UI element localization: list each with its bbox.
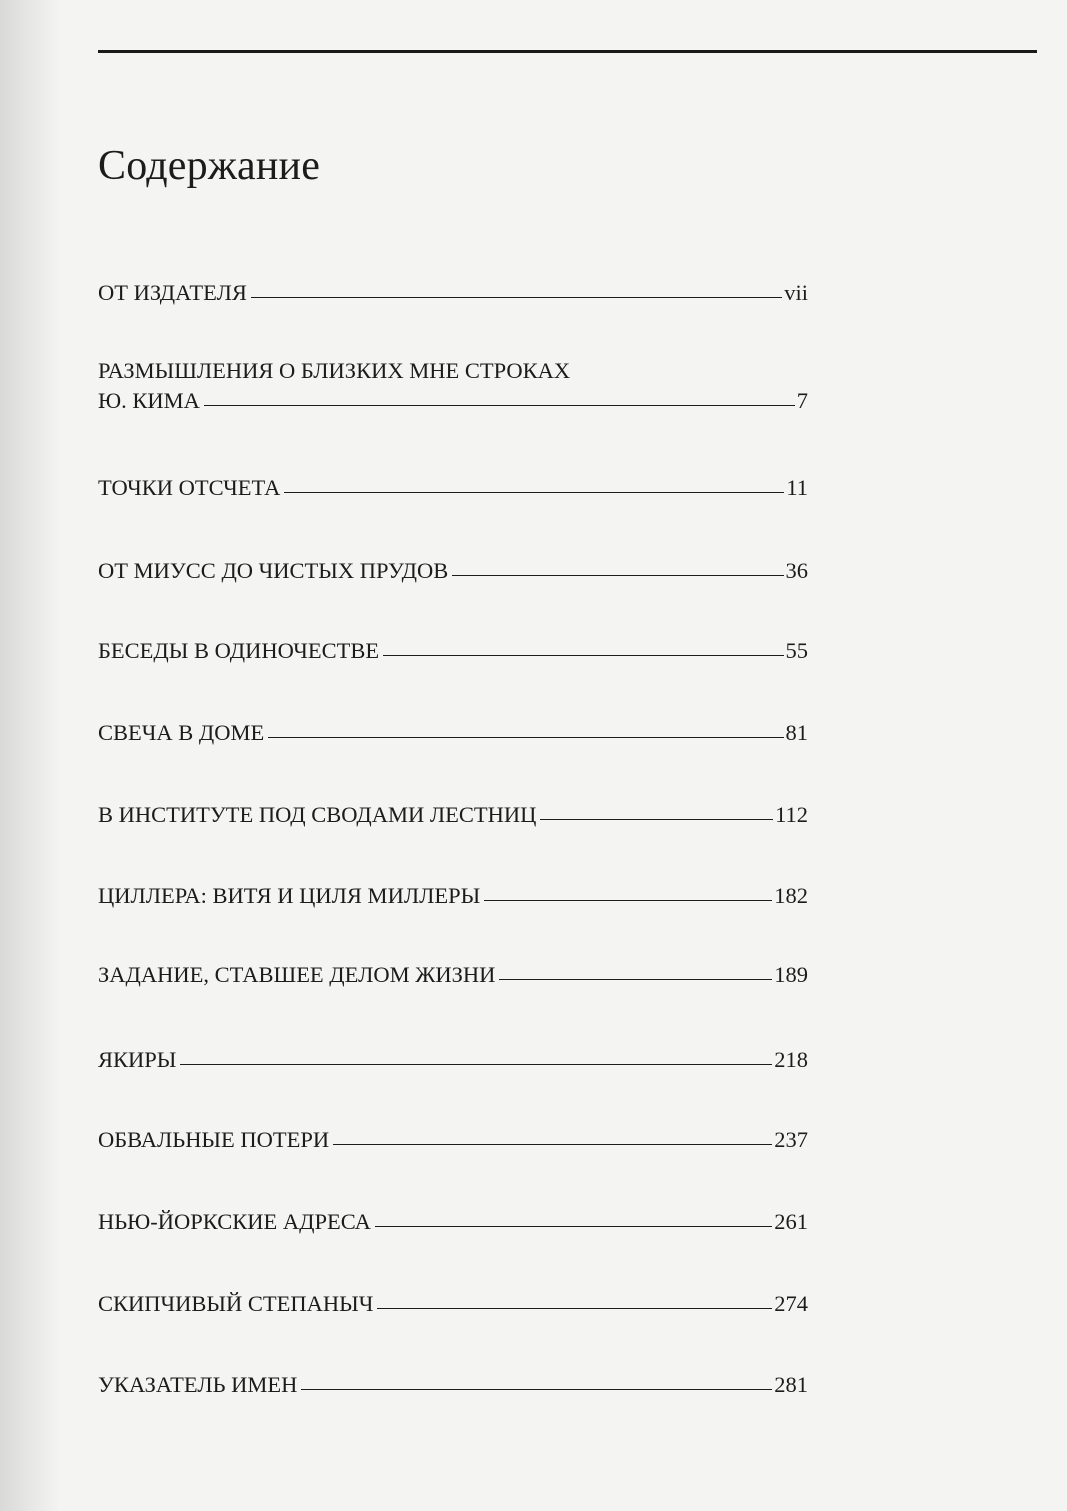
- toc-entry[interactable]: [98, 473, 808, 503]
- toc-entry-page: 218: [774, 1047, 808, 1072]
- toc-leader-line: [484, 900, 772, 901]
- toc-entry-title: СКИПЧИВЫЙ СТЕПАНЫЧ: [98, 1291, 374, 1316]
- toc-leader-line: [268, 737, 783, 738]
- toc-entry-title: УКАЗАТЕЛЬ ИМЕН: [98, 1372, 298, 1397]
- header-rule: [98, 50, 1037, 53]
- toc-entry-page: 189: [774, 962, 808, 987]
- toc-entry-page: 11: [786, 475, 808, 500]
- toc-leader-line: [204, 405, 795, 406]
- toc-entry-page: 81: [785, 720, 808, 745]
- toc-entry-page: 36: [785, 558, 808, 583]
- toc-entry-title: ЯКИРЫ: [98, 1047, 177, 1072]
- toc-leader-line: [499, 979, 772, 980]
- toc-entry-title: ТОЧКИ ОТСЧЕТА: [98, 475, 281, 500]
- toc-leader-line: [375, 1226, 772, 1227]
- toc-leader-line: [251, 297, 782, 298]
- toc-entry-title: НЬЮ-ЙОРКСКИЕ АДРЕСА: [98, 1209, 371, 1234]
- toc-entry-page: 281: [774, 1372, 808, 1397]
- toc-entry[interactable]: [98, 1207, 808, 1237]
- toc-entry-page: 182: [774, 883, 808, 908]
- toc-entry-title: В ИНСТИТУТЕ ПОД СВОДАМИ ЛЕСТНИЦ: [98, 802, 537, 827]
- page-title: Содержание: [98, 143, 321, 189]
- toc-entry-title-line1: РАЗМЫШЛЕНИЯ О БЛИЗКИХ МНЕ СТРОКАХ: [98, 358, 571, 383]
- toc-leader-line: [301, 1389, 772, 1390]
- toc-entry-title: Ю. КИМА: [98, 388, 200, 413]
- toc-entry-title: ЗАДАНИЕ, СТАВШЕЕ ДЕЛОМ ЖИЗНИ: [98, 962, 496, 987]
- toc-entry[interactable]: [98, 636, 808, 666]
- toc-entry[interactable]: [98, 356, 808, 416]
- toc-entry-title: ОТ МИУСС ДО ЧИСТЫХ ПРУДОВ: [98, 558, 449, 583]
- toc-entry[interactable]: [98, 1125, 808, 1155]
- toc-entry[interactable]: [98, 800, 808, 830]
- toc-entry-page: 112: [775, 802, 808, 827]
- toc-entry-title: СВЕЧА В ДОМЕ: [98, 720, 265, 745]
- toc-leader-line: [540, 819, 773, 820]
- toc-entry-title: ОБВАЛЬНЫЕ ПОТЕРИ: [98, 1127, 330, 1152]
- toc-entry-page: 7: [796, 388, 808, 413]
- toc-leader-line: [180, 1064, 772, 1065]
- toc-entry-page: 237: [774, 1127, 808, 1152]
- page-edge-shadow: [0, 0, 60, 1511]
- toc-leader-line: [383, 655, 783, 656]
- toc-leader-line: [377, 1308, 772, 1309]
- toc-entry[interactable]: [98, 960, 808, 990]
- toc-entry-page: 55: [785, 638, 808, 663]
- toc-entry[interactable]: [98, 1289, 808, 1319]
- toc-entry[interactable]: [98, 718, 808, 748]
- toc-entry[interactable]: [98, 1045, 808, 1075]
- toc-leader-line: [452, 575, 783, 576]
- toc-entry-title: ЦИЛЛЕРА: ВИТЯ И ЦИЛЯ МИЛЛЕРЫ: [98, 883, 481, 908]
- toc-entry[interactable]: [98, 881, 808, 911]
- toc-entry[interactable]: [98, 1370, 808, 1400]
- toc-entry-page: vii: [784, 280, 808, 305]
- toc-leader-line: [333, 1144, 772, 1145]
- toc-entry[interactable]: [98, 556, 808, 586]
- toc-entry-title: ОТ ИЗДАТЕЛЯ: [98, 280, 247, 305]
- toc-leader-line: [284, 492, 784, 493]
- toc-entry-page: 261: [774, 1209, 808, 1234]
- toc-entry-page: 274: [774, 1291, 808, 1316]
- toc-entry[interactable]: [98, 278, 808, 308]
- toc-entry-title: БЕСЕДЫ В ОДИНОЧЕСТВЕ: [98, 638, 380, 663]
